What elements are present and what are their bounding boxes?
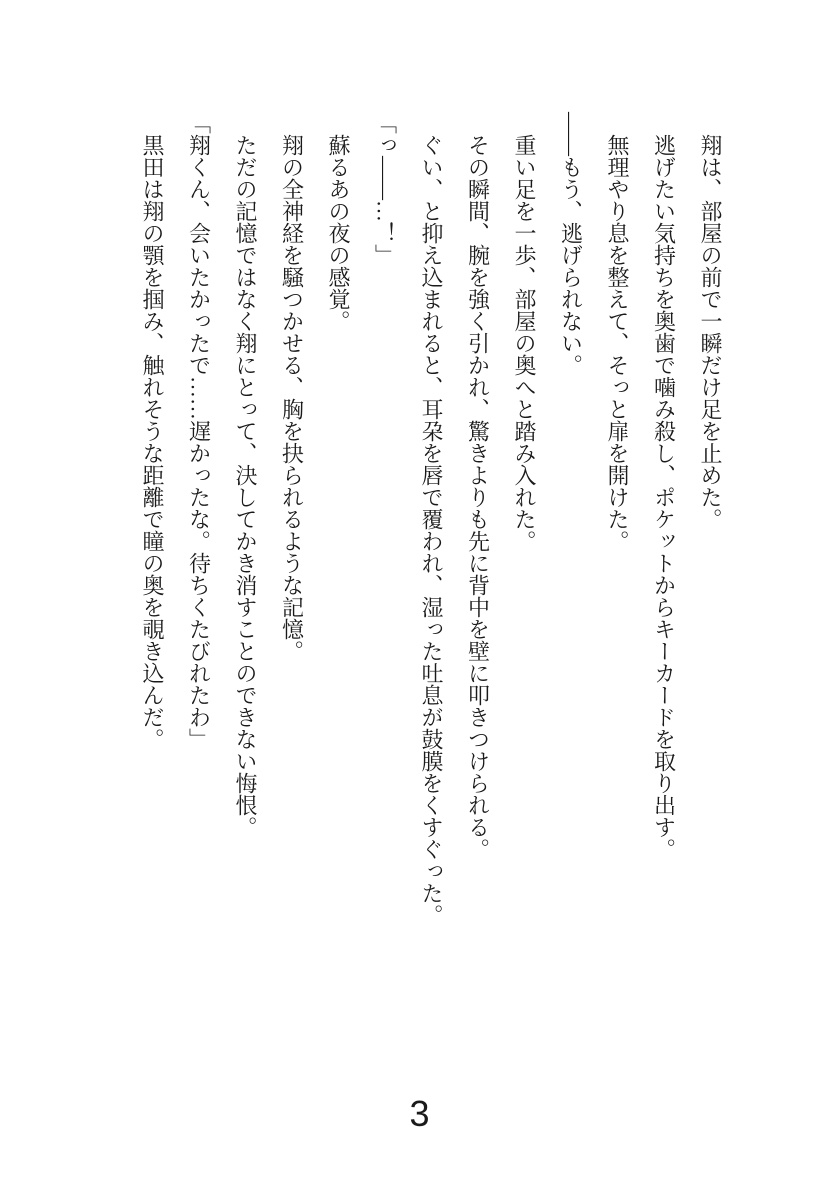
- paragraph: 「翔くん、会いたかったで……遅かったな。待ちくたびれたわ」: [186, 112, 212, 750]
- paragraph: ——もう、逃げられない。: [558, 112, 584, 376]
- paragraph: 逃げたい気持ちを奥歯で噛み殺し、ポケットからキーカードを取り出す。: [651, 134, 677, 860]
- paragraph: ぐい、と抑え込まれると、耳朶を唇で覆われ、湿った吐息が鼓膜をくすぐった。: [419, 134, 444, 926]
- paragraph: その瞬間、腕を強く引かれ、驚きよりも先に背中を壁に叩きつけられる。: [465, 134, 491, 860]
- vertical-text-block: [129, 112, 734, 1012]
- paragraph: 蘇るあの夜の感覚。: [326, 134, 351, 332]
- paragraph: 無理やり息を整えて、そっと扉を開けた。: [605, 134, 630, 552]
- paragraph: 「っ——…！」: [372, 112, 398, 266]
- paragraph: 黒田は翔の顎を掴み、触れそうな距離で瞳の奥を覗き込んだ。: [140, 134, 165, 750]
- paragraph: 重い足を一歩、部屋の奥へと踏み入れた。: [512, 134, 537, 552]
- paragraph: ただの記憶ではなく翔にとって、決してかき消すことのできない悔恨。: [233, 134, 258, 838]
- page-number: 3: [409, 1093, 430, 1134]
- paragraph: 翔は、部屋の前で一瞬だけ足を止めた。: [698, 134, 723, 530]
- paragraph: 翔の全神経を騒つかせる、胸を抉られるような記憶。: [279, 134, 305, 662]
